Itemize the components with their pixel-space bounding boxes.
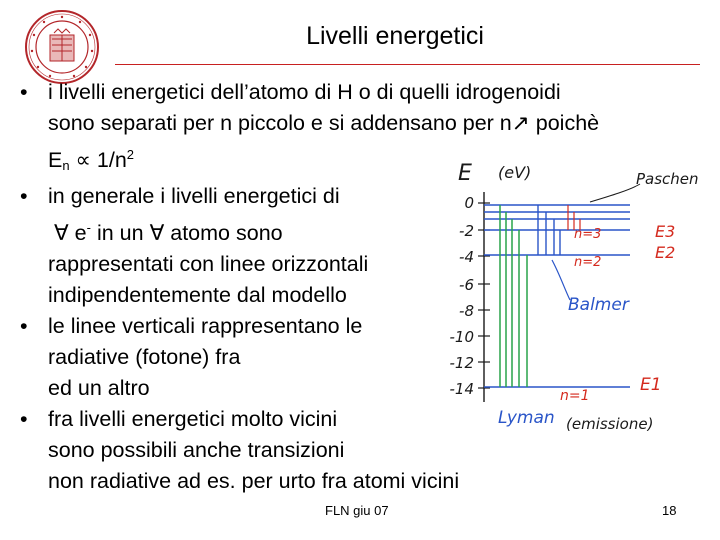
bullet-text: ed un altro (48, 376, 150, 400)
bullet-text: radiative (fotone) fra (48, 345, 241, 369)
bullet-text: ∀ e- in un ∀ atomo sono (53, 220, 283, 245)
lyman-label: Lyman (498, 408, 555, 428)
bullet-text: rappresentati con linee orizzontali (48, 252, 369, 276)
tick-label: -12 (449, 354, 474, 372)
tick-label: -8 (459, 302, 474, 320)
emission-label: (emissione) (566, 415, 654, 433)
title-divider (115, 64, 700, 65)
n2-label: n=2 (574, 255, 602, 270)
E1-label: E1 (640, 375, 662, 395)
bullet-dot: • (20, 407, 28, 431)
slide-title: Livelli energetici (306, 22, 484, 50)
bullet-dot: • (20, 80, 28, 104)
axis-unit-label: (eV) (498, 163, 532, 182)
bullet-text: i livelli energetici dell’atomo di H o di quelli idrogenoidi (48, 80, 561, 104)
bullet-text: sono separati per n piccolo e si addensano per n↗ poichè (48, 111, 600, 135)
forall-symbol: ∀ (53, 221, 69, 245)
balmer-label: Balmer (568, 295, 629, 315)
tick-label: -10 (449, 328, 474, 346)
tick-label: -4 (459, 248, 474, 266)
n1-label: n=1 (560, 388, 590, 404)
E2-label: E2 (655, 243, 676, 262)
page-number: 18 (662, 503, 677, 518)
tick-label: 0 (464, 194, 474, 212)
tick-label: -6 (459, 276, 474, 294)
up-right-arrow-icon: ↗ (511, 111, 530, 135)
forall-symbol: ∀ (149, 221, 165, 245)
paschen-label: Paschen (636, 170, 699, 188)
n3-label: n=3 (574, 227, 602, 242)
energy-level-diagram (440, 150, 705, 442)
bullet-text: indipendentemente dal modello (48, 283, 347, 307)
E3-label: E3 (655, 222, 676, 241)
bullet-text: in generale i livelli energetici di (48, 184, 340, 208)
bullet-dot: • (20, 184, 28, 208)
tick-label: -14 (449, 380, 474, 398)
formula-text: $E_n \propto 1/n^2$ (48, 147, 135, 173)
bullet-text: sono possibili anche transizioni (48, 438, 345, 462)
footer-course-label: FLN giu 07 (325, 503, 389, 518)
bullet-dot: • (20, 314, 28, 338)
axis-E-label: E (458, 161, 472, 186)
bullet-text: fra livelli energetici molto vicini (48, 407, 338, 431)
tick-label: -2 (459, 222, 474, 240)
university-seal-logo (24, 9, 100, 85)
bullet-text: le linee verticali rappresentano le (48, 314, 363, 338)
bullet-text: non radiative ad es. per urto fra atomi vicini (48, 469, 460, 493)
